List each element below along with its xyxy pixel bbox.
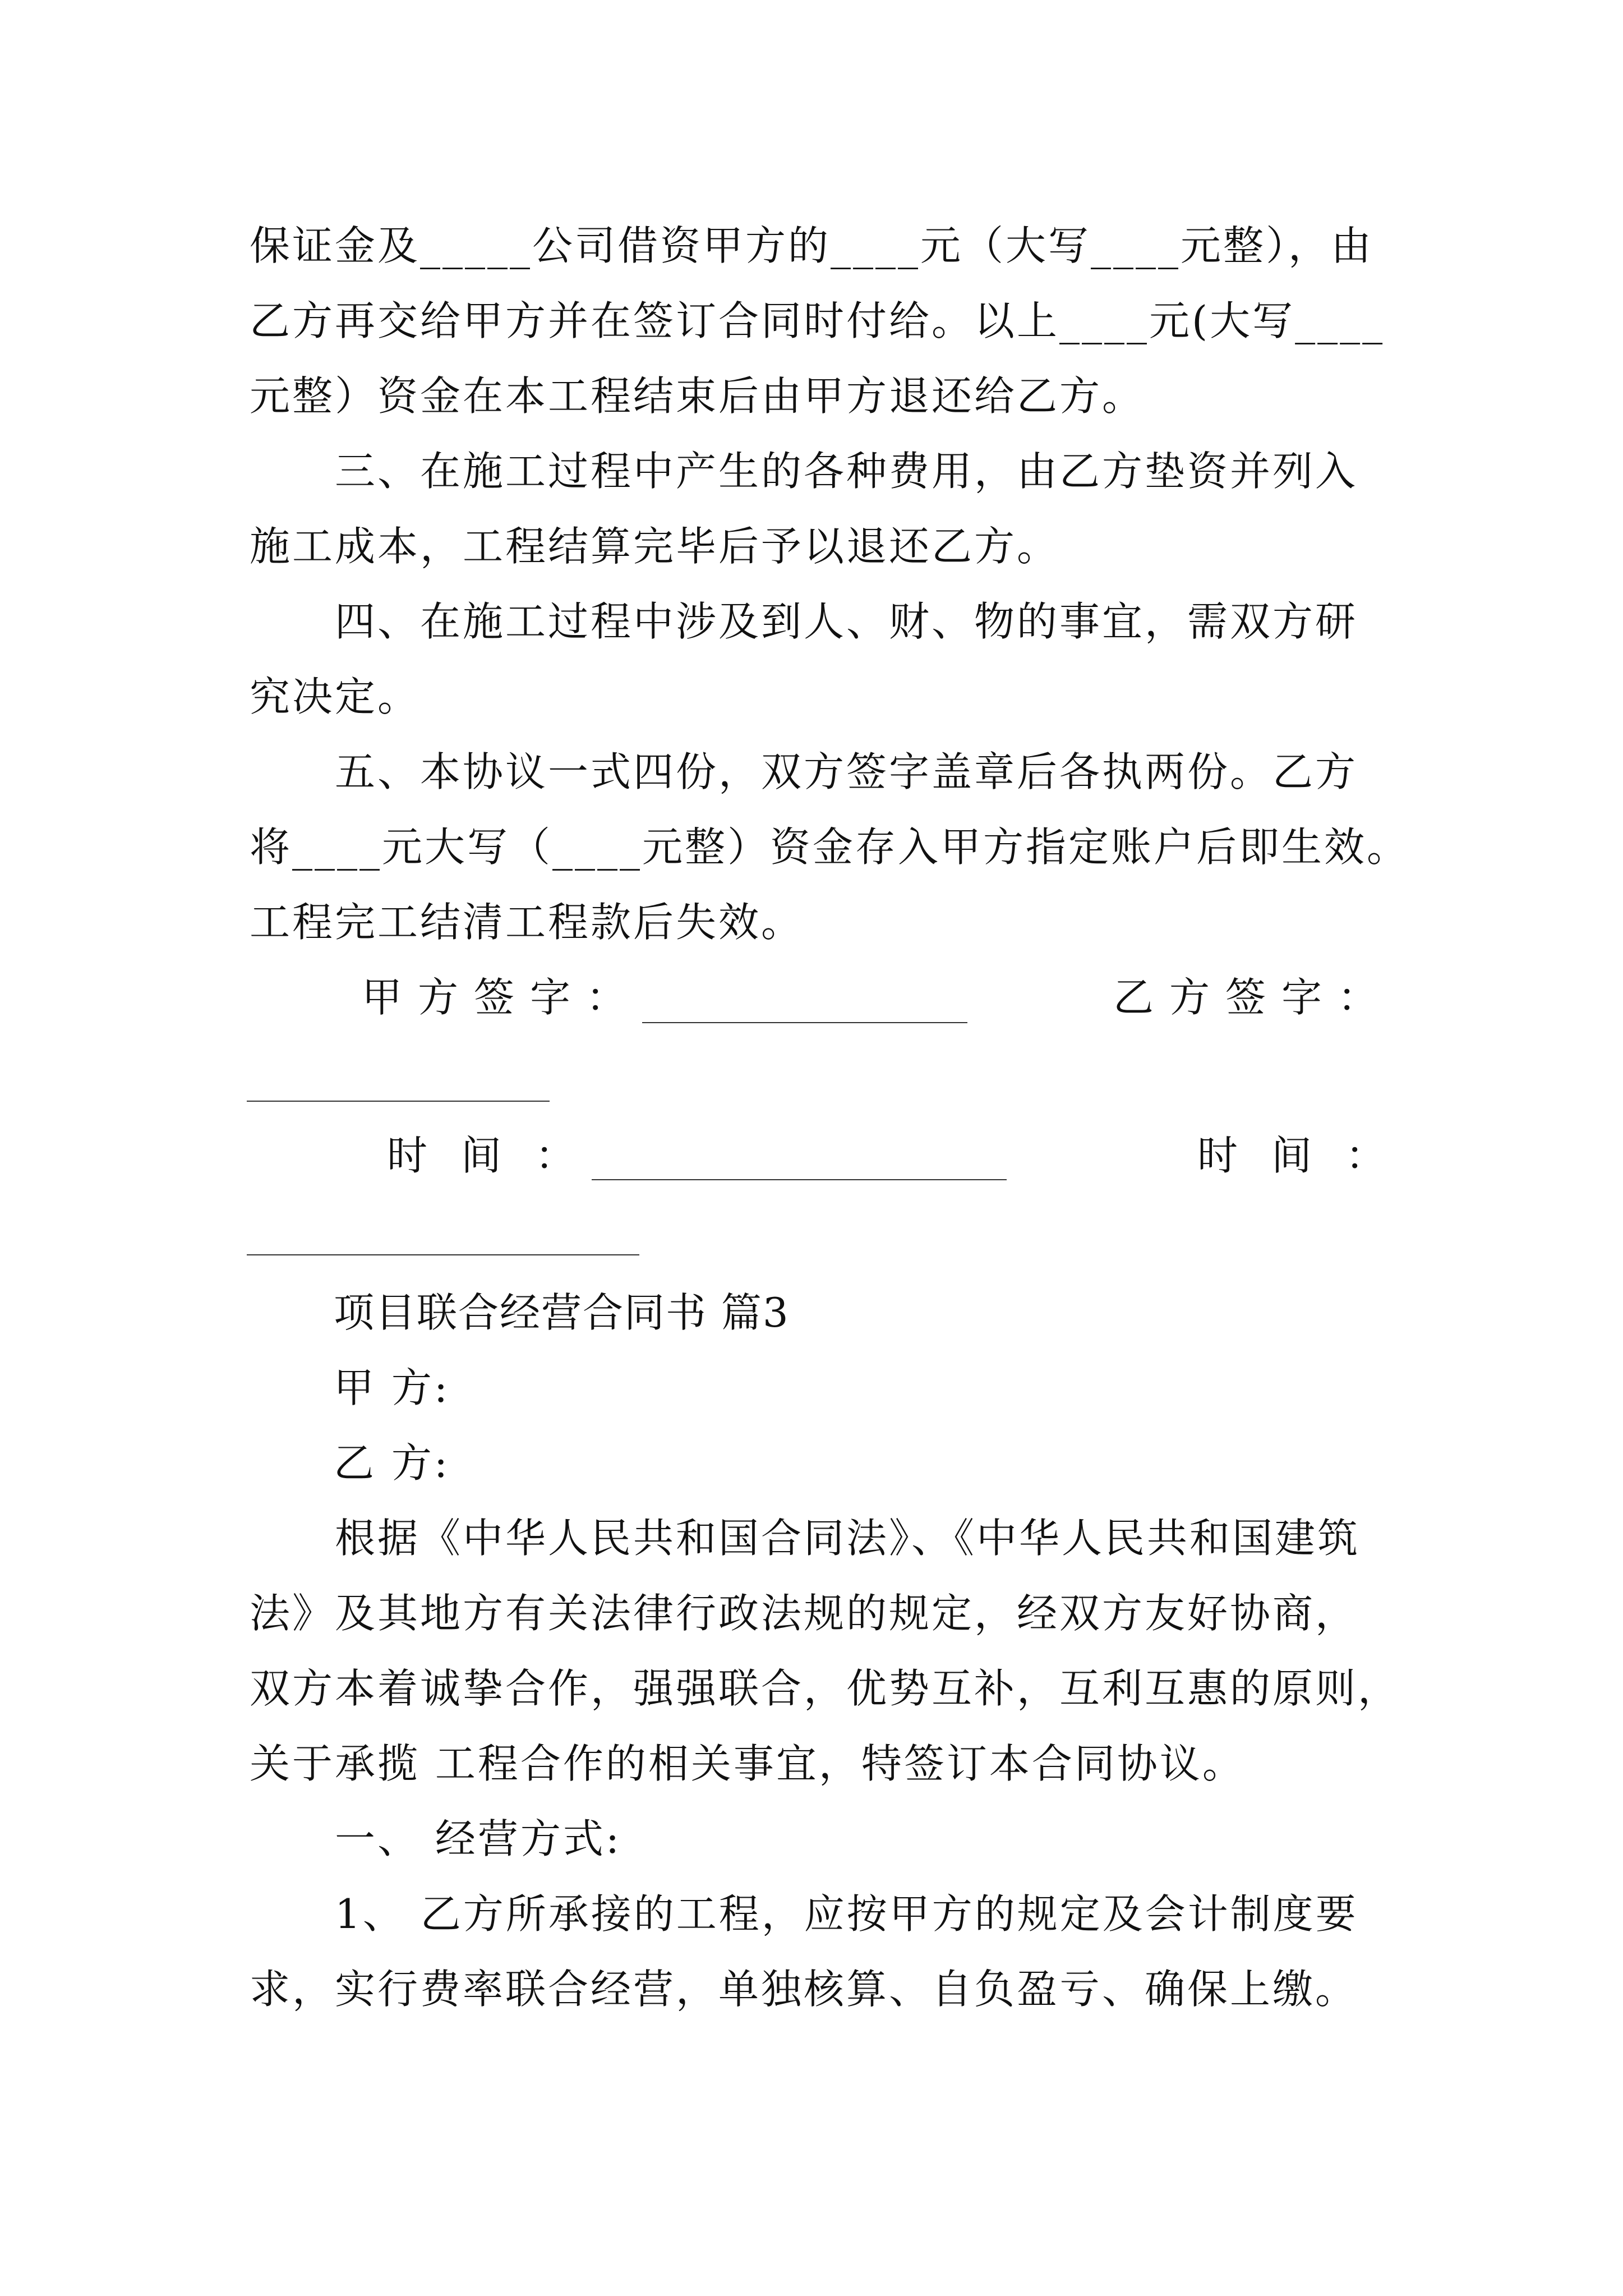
paragraph-line: 乙方再交给甲方并在签订合同时付给。以上____元(大写____ — [250, 297, 1385, 344]
paragraph-line: 施工成本，工程结算完毕后予以退还乙方。 — [250, 523, 1060, 570]
paragraph-line: 四、在施工过程中涉及到人、财、物的事宜，需双方研 — [250, 598, 1358, 645]
party-b-time-line — [247, 1254, 639, 1255]
party-a-signature-line — [642, 1022, 967, 1023]
paragraph-line: 求，实行费率联合经营，单独核算、自负盈亏、确保上缴。 — [250, 1966, 1358, 2013]
paragraph-line: 一、 经营方式: — [250, 1815, 622, 1862]
party-a-time-label: 时间： — [387, 1132, 610, 1179]
paragraph-line: 保证金及_____公司借资甲方的____元（大写____元整），由 — [250, 222, 1374, 269]
party-a-line: 甲 方: — [334, 1364, 450, 1411]
party-b-line: 乙 方: — [334, 1439, 450, 1487]
paragraph-line: 双方本着诚挚合作，强强联合，优势互补，互利互惠的原则， — [250, 1665, 1401, 1712]
party-b-time-label: 时间： — [1197, 1132, 1420, 1179]
paragraph-line: 究决定。 — [250, 673, 421, 720]
paragraph-line: 根据《中华人民共和国合同法》、《中华人民共和国建筑 — [250, 1515, 1361, 1562]
paragraph-line: 1、 乙方所承接的工程，应按甲方的规定及会计制度要 — [250, 1890, 1358, 1938]
paragraph-line: 五、本协议一式四份，双方签字盖章后各执两份。乙方 — [250, 748, 1358, 795]
paragraph-line: 三、在施工过程中产生的各种费用，由乙方垫资并列入 — [250, 448, 1358, 495]
party-b-signature-line — [247, 1101, 550, 1102]
party-a-time-line — [592, 1179, 1007, 1180]
paragraph-line: 关于承揽 工程合作的相关事宜，特签订本合同协议。 — [250, 1740, 1245, 1787]
party-b-signature-label: 乙方签字： — [1113, 974, 1394, 1021]
section-title: 项目联合经营合同书 篇3 — [334, 1289, 790, 1336]
party-a-signature-label: 甲方签字： — [362, 974, 643, 1021]
paragraph-line: 元整）资金在本工程结束后由甲方退还给乙方。 — [250, 372, 1145, 420]
paragraph-line: 将____元大写（____元整）资金存入甲方指定账户后即生效。 — [250, 823, 1410, 871]
paragraph-line: 法》及其地方有关法律行政法规的规定，经双方友好协商， — [250, 1590, 1358, 1637]
paragraph-line: 工程完工结清工程款后失效。 — [250, 899, 804, 946]
